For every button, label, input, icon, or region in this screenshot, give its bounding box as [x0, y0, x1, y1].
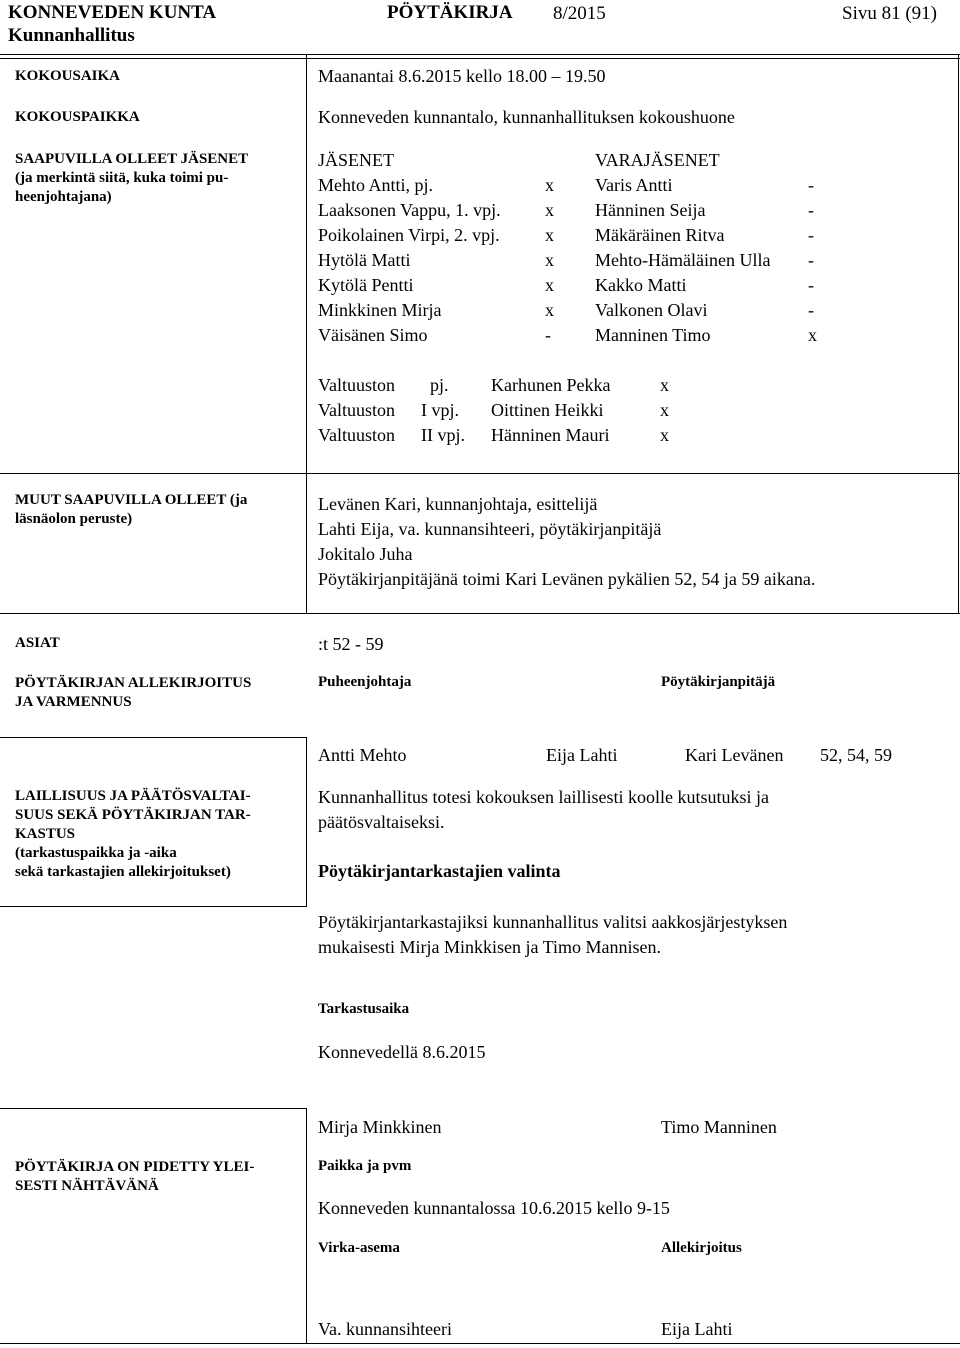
chair-name: Antti Mehto — [318, 745, 407, 765]
secretary-name: Eija Lahti — [546, 745, 618, 765]
secretary-label: Pöytäkirjanpitäjä — [661, 674, 776, 690]
deputy-mark: - — [808, 175, 814, 195]
council-name: Karhunen Pekka — [491, 375, 611, 395]
secretary-sections: 52, 54, 59 — [820, 745, 892, 765]
deputy-mark: x — [808, 325, 817, 345]
deputy-mark: - — [808, 225, 814, 245]
deputy-name: Mehto-Hämäläinen Ulla — [595, 250, 771, 270]
attendees-label: SAAPUVILLA OLLEET JÄSENET (ja merkintä siitä, kuka toimi pu- heenjohtajana) — [15, 151, 249, 205]
deputy-name: Mäkäräinen Ritva — [595, 225, 725, 245]
right-border — [958, 54, 959, 614]
position-label: Virka-asema — [318, 1240, 400, 1256]
legality-text: päätösvaltaiseksi. — [318, 812, 445, 832]
deputy-name: Kakko Matti — [595, 275, 687, 295]
public-label: PÖYTÄKIRJA ON PIDETTY YLEI- SESTI NÄHTÄVÄNÄ — [15, 1159, 255, 1194]
review-time-value: Konnevedellä 8.6.2015 — [318, 1042, 486, 1062]
bottom-rule — [0, 1343, 960, 1344]
council-mark: x — [660, 375, 669, 395]
others-line: Pöytäkirjanpitäjänä toimi Kari Levänen pykälien 52, 54 ja 59 aikana. — [318, 569, 816, 589]
council-mark: x — [660, 400, 669, 420]
member-name: Hytölä Matti — [318, 250, 411, 270]
member-mark: x — [545, 250, 554, 270]
council-title: II vpj. — [421, 425, 465, 445]
reviewers-choice: Pöytäkirjantarkastajiksi kunnanhallitus valitsi aakkosjärjestyksen — [318, 912, 788, 932]
reviewer-name: Mirja Minkkinen — [318, 1117, 442, 1137]
deputy-name: Varis Antti — [595, 175, 673, 195]
section-rule — [0, 613, 960, 614]
others-line: Lahti Eija, va. kunnansihteeri, pöytäkirjanpitäjä — [318, 519, 662, 539]
reviewers-choice: mukaisesti Mirja Minkkisen ja Timo Mannisen. — [318, 937, 662, 957]
others-line: Jokitalo Juha — [318, 544, 413, 564]
council-title: pj. — [430, 375, 449, 395]
meeting-time-value: Maanantai 8.6.2015 kello 18.00 – 19.50 — [318, 66, 606, 86]
member-mark: x — [545, 275, 554, 295]
meeting-place-value: Konneveden kunnantalo, kunnanhallituksen kokoushuone — [318, 107, 735, 127]
signature-value: Eija Lahti — [661, 1319, 733, 1339]
council-role: Valtuuston — [318, 425, 396, 445]
member-name: Poikolainen Virpi, 2. vpj. — [318, 225, 500, 245]
council-name: Hänninen Mauri — [491, 425, 610, 445]
signature-label: Allekirjoitus — [661, 1240, 742, 1256]
others-line: Levänen Kari, kunnanjohtaja, esittelijä — [318, 494, 598, 514]
deputy-name: Valkonen Olavi — [595, 300, 708, 320]
council-name: Oittinen Heikki — [491, 400, 604, 420]
governing-body: Kunnanhallitus — [8, 25, 135, 46]
council-mark: x — [660, 425, 669, 445]
deputy-name: Hänninen Seija — [595, 200, 706, 220]
council-role: Valtuuston — [318, 400, 396, 420]
deputy-mark: - — [808, 200, 814, 220]
deputy-mark: - — [808, 250, 814, 270]
page-number: Sivu 81 (91) — [842, 3, 937, 24]
member-mark: x — [545, 300, 554, 320]
deputy-mark: - — [808, 275, 814, 295]
deputy-name: Manninen Timo — [595, 325, 711, 345]
header-rule-2 — [0, 58, 960, 59]
municipality-name: KONNEVEDEN KUNTA — [8, 2, 217, 23]
meeting-place-label: KOKOUSPAIKKA — [15, 109, 140, 125]
legality-label: LAILLISUUS JA PÄÄTÖSVALTAI- SUUS SEKÄ PÖYTÄKIRJAN TAR- KASTUS (tarkastuspaikka ja -aika sekä tarkastajien allekirjoitukset) — [15, 788, 251, 880]
header-rule — [0, 54, 960, 55]
council-role: Valtuuston — [318, 375, 396, 395]
member-mark: x — [545, 175, 554, 195]
chair-label: Puheenjohtaja — [318, 674, 412, 690]
place-label: Paikka ja pvm — [318, 1158, 412, 1174]
column-divider-2 — [306, 473, 307, 614]
member-mark: - — [545, 325, 551, 345]
others-label: MUUT SAAPUVILLA OLLEET (ja läsnäolon peruste) — [15, 492, 248, 527]
items-label: ASIAT — [15, 635, 60, 651]
position-value: Va. kunnansihteeri — [318, 1319, 452, 1339]
reviewers-heading: Pöytäkirjantarkastajien valinta — [318, 861, 561, 881]
member-name: Minkkinen Mirja — [318, 300, 442, 320]
meeting-time-label: KOKOUSAIKA — [15, 68, 121, 84]
member-mark: x — [545, 225, 554, 245]
document-number: 8/2015 — [553, 3, 606, 24]
signatures-label: PÖYTÄKIRJAN ALLEKIRJOITUS JA VARMENNUS — [15, 675, 252, 710]
member-name: Väisänen Simo — [318, 325, 428, 345]
items-value: :t 52 - 59 — [318, 634, 384, 654]
reviewer-name: Timo Manninen — [661, 1117, 777, 1137]
member-name: Kytölä Pentti — [318, 275, 414, 295]
deputies-header: VARAJÄSENET — [595, 150, 720, 170]
place-value: Konneveden kunnantalossa 10.6.2015 kello 9-15 — [318, 1198, 670, 1218]
secretary-name-2: Kari Levänen — [685, 745, 784, 765]
section-rule — [0, 473, 960, 474]
member-name: Mehto Antti, pj. — [318, 175, 434, 195]
legality-text: Kunnanhallitus totesi kokouksen laillisesti koolle kutsutuksi ja — [318, 787, 769, 807]
council-title: I vpj. — [421, 400, 459, 420]
members-header: JÄSENET — [318, 150, 394, 170]
document-type: PÖYTÄKIRJA — [387, 2, 513, 23]
column-divider-3 — [306, 737, 307, 907]
member-name: Laaksonen Vappu, 1. vpj. — [318, 200, 501, 220]
section-rule — [0, 737, 306, 738]
review-time-label: Tarkastusaika — [318, 1001, 410, 1017]
column-divider — [306, 54, 307, 474]
section-rule — [0, 906, 306, 907]
deputy-mark: - — [808, 300, 814, 320]
member-mark: x — [545, 200, 554, 220]
section-rule — [0, 1108, 306, 1109]
column-divider-4 — [306, 1108, 307, 1344]
